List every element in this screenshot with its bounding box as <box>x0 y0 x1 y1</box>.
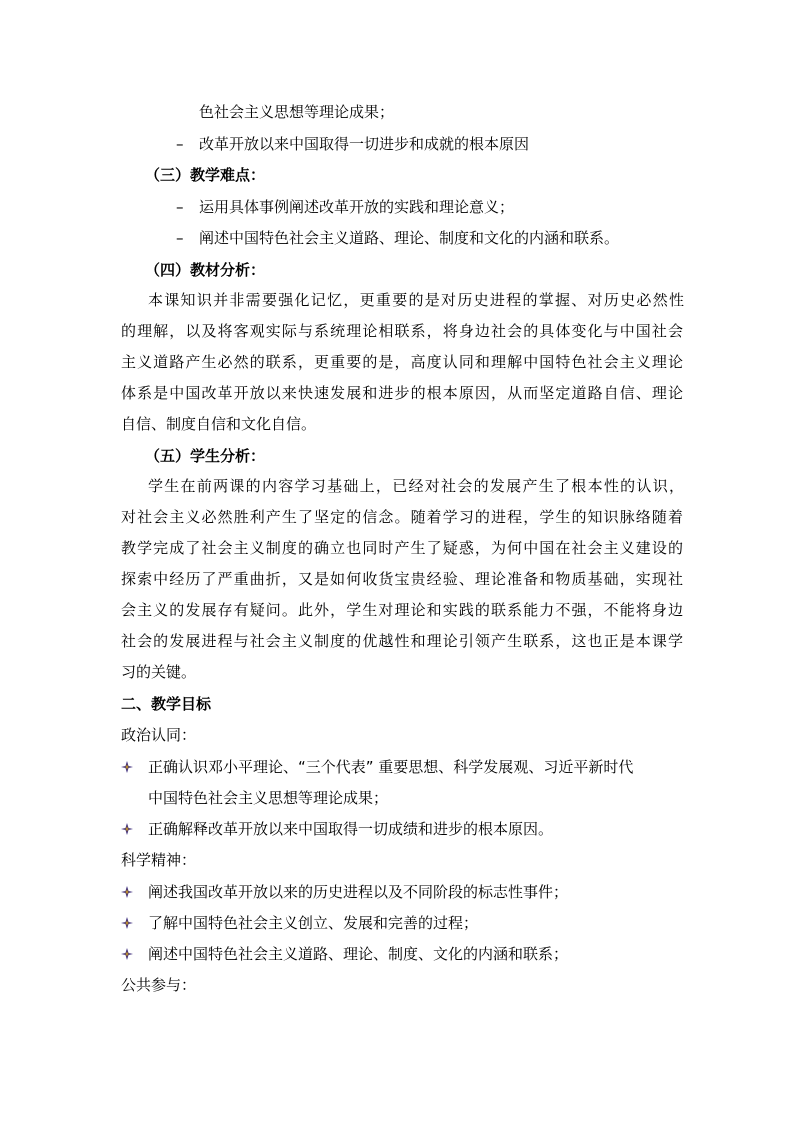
dash-marker: – <box>176 198 184 216</box>
objective-item: 正确认识邓小平理论、“三个代表” 重要思想、科学发展观、习近平新时代 <box>148 758 634 776</box>
category-label-public: 公共参与： <box>121 976 197 994</box>
sparkle-bullet-icon <box>121 917 133 929</box>
objective-item: 阐述中国特色社会主义道路、理论、制度、文化的内涵和联系； <box>148 945 569 963</box>
sparkle-bullet-icon <box>121 886 133 898</box>
paragraph-line: 社会的发展进程与社会主义制度的优越性和理论引领产生联系，这也正是本课学 <box>121 632 683 650</box>
paragraph-line: 体系是中国改革开放以来快速发展和进步的根本原因，从而坚定道路自信、理论 <box>121 384 683 402</box>
objective-item: 阐述我国改革开放以来的历史进程以及不同阶段的标志性事件； <box>148 883 569 901</box>
section-heading-difficulties: （三）教学难点： <box>145 166 266 184</box>
paragraph-line: 教学完成了社会主义制度的确立也同时产生了疑惑，为何中国在社会主义建设的 <box>121 539 683 557</box>
objective-item-continuation: 中国特色社会主义思想等理论成果； <box>148 789 389 807</box>
objective-item: 了解中国特色社会主义创立、发展和完善的过程； <box>148 914 479 932</box>
sparkle-bullet-icon <box>121 761 133 773</box>
paragraph-line: 会主义的发展存有疑问。此外，学生对理论和实践的联系能力不强，不能将身边 <box>121 601 683 619</box>
difficulty-item: 运用具体事例阐述改革开放的实践和理论意义； <box>199 198 515 216</box>
dash-marker: – <box>176 135 184 153</box>
category-label-science: 科学精神： <box>121 851 197 869</box>
sparkle-bullet-icon <box>121 948 133 960</box>
section-heading-textbook-analysis: （四）教材分析： <box>145 261 266 279</box>
paragraph-line: 学生在前两课的内容学习基础上，已经对社会的发展产生了根本性的认识， <box>148 477 684 495</box>
paragraph-line: 主义道路产生必然的联系，更重要的是，高度认同和理解中国特色社会主义理论 <box>121 353 683 371</box>
key-point-item: 改革开放以来中国取得一切进步和成就的根本原因 <box>199 135 530 153</box>
part-heading-teaching-objectives: 二、教学目标 <box>121 695 212 713</box>
category-label-political: 政治认同： <box>121 726 197 744</box>
paragraph-line: 的理解，以及将客观实际与系统理论相联系，将身边社会的具体变化与中国社会 <box>121 322 683 340</box>
continuation-line: 色社会主义思想等理论成果； <box>199 103 395 121</box>
dash-marker: – <box>176 229 184 247</box>
sparkle-bullet-icon <box>121 823 133 835</box>
paragraph-line: 自信、制度自信和文化自信。 <box>121 415 317 433</box>
paragraph-line: 对社会主义必然胜利产生了坚定的信念。随着学习的进程，学生的知识脉络随着 <box>121 508 683 526</box>
difficulty-item: 阐述中国特色社会主义道路、理论、制度和文化的内涵和联系。 <box>199 229 620 247</box>
paragraph-line: 本课知识并非需要强化记忆，更重要的是对历史进程的掌握、对历史必然性 <box>148 291 684 309</box>
section-heading-student-analysis: （五）学生分析： <box>145 447 266 465</box>
paragraph-line: 探索中经历了严重曲折，又是如何收货宝贵经验、理论准备和物质基础，实现社 <box>121 570 683 588</box>
objective-item: 正确解释改革开放以来中国取得一切成绩和进步的根本原因。 <box>148 820 554 838</box>
paragraph-line: 习的关键。 <box>121 663 197 681</box>
